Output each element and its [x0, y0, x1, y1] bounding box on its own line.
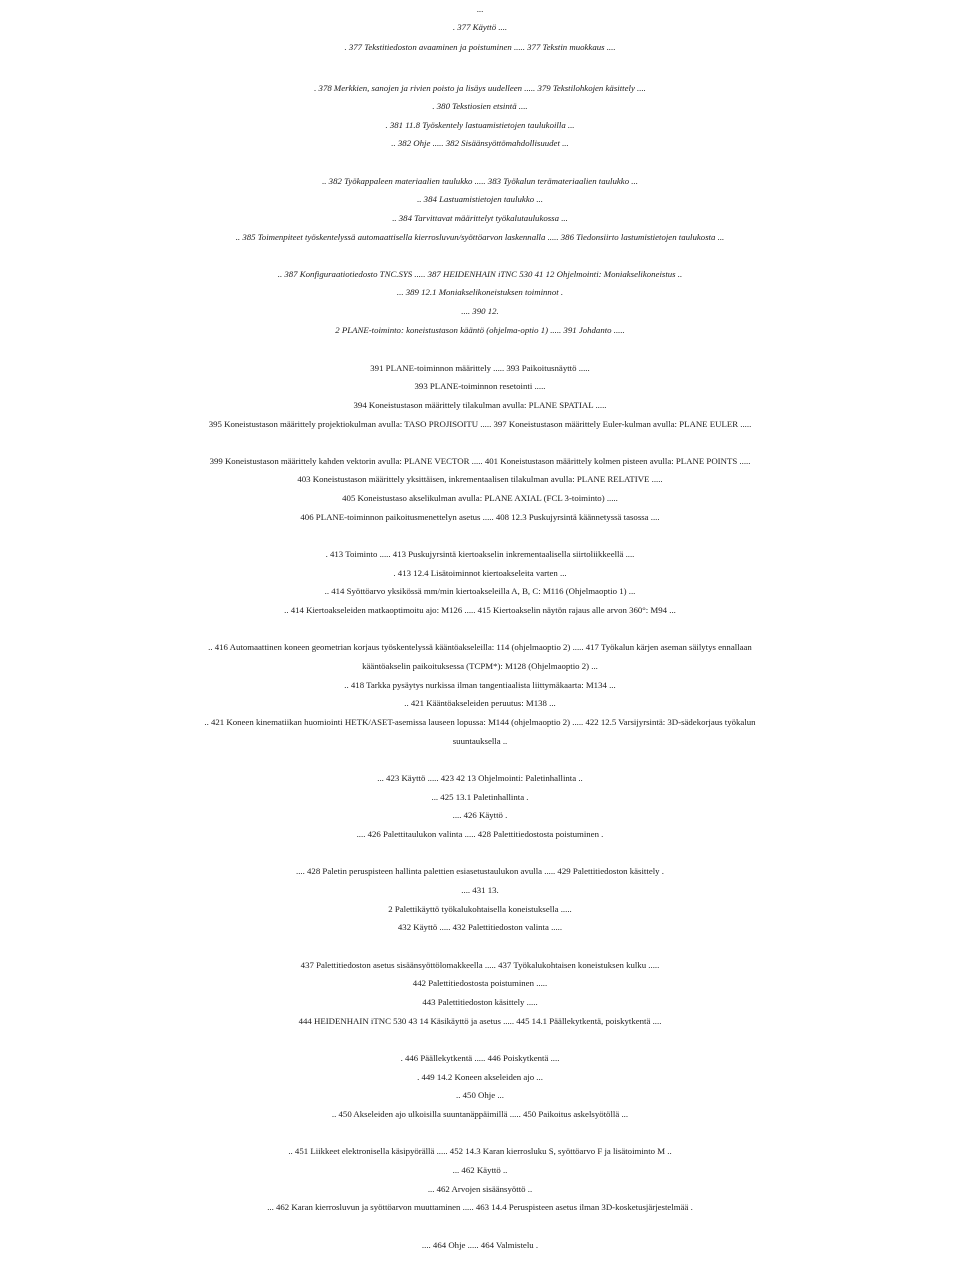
toc-line: . 380 Tekstiosien etsintä ....: [432, 101, 528, 111]
toc-line: ... 389 12.1 Moniakselikoneistuksen toiminnot .: [396, 287, 564, 297]
toc-line: 443 Palettitiedoston käsittely .....: [422, 997, 538, 1007]
toc-line: . 381 11.8 Työskentely lastuamistietojen taulukoilla ...: [385, 120, 575, 130]
toc-line: ... 462 Arvojen sisäänsyöttö ..: [427, 1184, 533, 1194]
toc-line: 442 Palettitiedostosta poistuminen .....: [412, 978, 548, 988]
toc-line: 395 Koneistustason määrittely projektiokulman avulla: TASO PROJISOITU ..... 397 Koneistustason määrittely Euler-kulman avulla: PLANE EULER .....: [208, 419, 752, 429]
toc-line: .. 416 Automaattinen koneen geometrian korjaus työskentelyssä kääntöakseleilla: 114 (ohjelmaoptio 2) ..... 417 Työkalun kärjen aseman säilytys ennallaan: [208, 642, 752, 652]
toc-line: .. 450 Akseleiden ajo ulkoisilla suuntanäppäimillä ..... 450 Paikoitus askelsyötöllä ...: [331, 1109, 629, 1119]
toc-line: . 377 Tekstitiedoston avaaminen ja poistuminen ..... 377 Tekstin muokkaus ....: [344, 42, 616, 52]
toc-line: ... 425 13.1 Paletinhallinta .: [431, 792, 529, 802]
toc-line: .... 428 Paletin peruspisteen hallinta palettien esiasetustaulukon avulla ..... 429 Palettitiedoston käsittely .: [296, 866, 664, 876]
toc-line: .... 464 Ohje ..... 464 Valmistelu .: [421, 1240, 539, 1250]
toc-line: .. 384 Tarvittavat määrittelyt työkalutaulukossa ...: [392, 213, 568, 223]
toc-line: . 449 14.2 Koneen akseleiden ajo ...: [417, 1072, 543, 1082]
toc-line: suuntauksella ..: [452, 736, 508, 746]
toc-line: 437 Palettitiedoston asetus sisäänsyöttölomakkeella ..... 437 Työkalukohtaisen koneistuksen kulku .....: [300, 960, 660, 970]
toc-line: .... 426 Käyttö .: [452, 810, 508, 820]
toc-line: 2 PLANE-toiminto: koneistustason kääntö (ohjelma-optio 1) ..... 391 Johdanto .....: [335, 325, 625, 335]
toc-line: .. 414 Kiertoakseleiden matkaoptimoitu ajo: M126 ..... 415 Kiertoakselin näytön rajaus alle arvon 360°: M94 ...: [284, 605, 676, 615]
toc-line: 394 Koneistustason määrittely tilakulman avulla: PLANE SPATIAL .....: [353, 400, 607, 410]
toc-line: 403 Koneistustason määrittely yksittäisen, inkrementaalisen tilakulman avulla: PLANE RELATIVE .....: [297, 474, 663, 484]
toc-line: . 378 Merkkien, sanojen ja rivien poisto ja lisäys uudelleen ..... 379 Tekstilohkojen käsittely ....: [314, 83, 646, 93]
toc-line: .... 426 Palettitaulukon valinta ..... 428 Palettitiedostosta poistuminen .: [356, 829, 604, 839]
toc-line: 406 PLANE-toiminnon paikoitusmenettelyn asetus ..... 408 12.3 Puskujyrsintä käännetyssä tasossa ....: [300, 512, 660, 522]
toc-line: ... 462 Käyttö ..: [452, 1165, 508, 1175]
toc-line: .. 384 Lastuamistietojen taulukko ...: [417, 194, 543, 204]
toc-line: 393 PLANE-toiminnon resetointi .....: [414, 381, 546, 391]
toc-line: .. 382 Ohje ..... 382 Sisäänsyöttömahdollisuudet ...: [391, 138, 569, 148]
toc-line: ... 423 Käyttö ..... 423 42 13 Ohjelmointi: Paletinhallinta ..: [377, 773, 583, 783]
toc-line: ...: [476, 4, 484, 14]
toc-line: .. 450 Ohje ...: [456, 1090, 504, 1100]
toc-line: .. 421 Koneen kinematiikan huomiointi HETK/ASET-asemissa lauseen lopussa: M144 (ohjelmaoptio 2) ..... 422 12.5 Varsijyrsintä: 3D-sädekorjaus työkalun: [204, 717, 756, 727]
toc-line: .... 431 13.: [461, 885, 499, 895]
toc-line: .. 418 Tarkka pysäytys nurkissa ilman tangentiaalista liittymäkaarta: M134 ...: [344, 680, 616, 690]
toc-line: 2 Palettikäyttö työkalukohtaisella koneistuksella .....: [388, 904, 572, 914]
toc-line: .. 421 Kääntöakseleiden peruutus: M138 ...: [404, 698, 556, 708]
toc-line: 444 HEIDENHAIN iTNC 530 43 14 Käsikäyttö ja asetus ..... 445 14.1 Päällekytkentä, poiskytkentä ....: [298, 1016, 662, 1026]
toc-line: . 413 12.4 Lisätoiminnot kiertoakseleita varten ...: [393, 568, 567, 578]
toc-line: 405 Koneistustaso akselikulman avulla: PLANE AXIAL (FCL 3-toiminto) .....: [342, 493, 618, 503]
toc-line: .. 385 Toimenpiteet työskentelyssä automaattisella kierrosluvun/syöttöarvon laskennalla ..... 386 Tiedonsiirto lastumistietojen taulukosta ...: [235, 232, 725, 242]
toc-line: 391 PLANE-toiminnon määrittely ..... 393 Paikoitusnäyttö .....: [370, 363, 590, 373]
toc-line: .... 390 12.: [461, 306, 499, 316]
toc-line: ... 462 Karan kierrosluvun ja syöttöarvon muuttaminen ..... 463 14.4 Peruspisteen asetus ilman 3D-kosketusjärjestelmää .: [267, 1202, 693, 1212]
toc-line: 399 Koneistustason määrittely kahden vektorin avulla: PLANE VECTOR ..... 401 Koneistustason määrittely kolmen pisteen avulla: PLANE POINTS .....: [209, 456, 751, 466]
toc-line: . 446 Päällekytkentä ..... 446 Poiskytkentä ....: [400, 1053, 560, 1063]
toc-line: 432 Käyttö ..... 432 Palettitiedoston valinta .....: [397, 922, 563, 932]
toc-line: .. 382 Työkappaleen materiaalien taulukko ..... 383 Työkalun terämateriaalien taulukko ...: [322, 176, 638, 186]
toc-line: kääntöakselin paikoituksessa (TCPM*): M128 (Ohjelmaoptio 2) ...: [362, 661, 598, 671]
toc-line: . 413 Toiminto ..... 413 Puskujyrsintä kiertoakselin inkrementaalisella siirtoliikkeellä ....: [325, 549, 635, 559]
toc-line: .. 451 Liikkeet elektronisella käsipyörällä ..... 452 14.3 Karan kierrosluku S, syöttöarvo F ja lisätoiminto M ..: [288, 1146, 672, 1156]
toc-line: . 377 Käyttö ....: [452, 22, 508, 32]
toc-line: .. 387 Konfiguraatiotiedosto TNC.SYS ..... 387 HEIDENHAIN iTNC 530 41 12 Ohjelmointi: Moniakselikoneistus ..: [277, 269, 683, 279]
toc-line: .. 414 Syöttöarvo yksikössä mm/min kiertoakseleilla A, B, C: M116 (Ohjelmaoptio 1) ...: [324, 586, 636, 596]
